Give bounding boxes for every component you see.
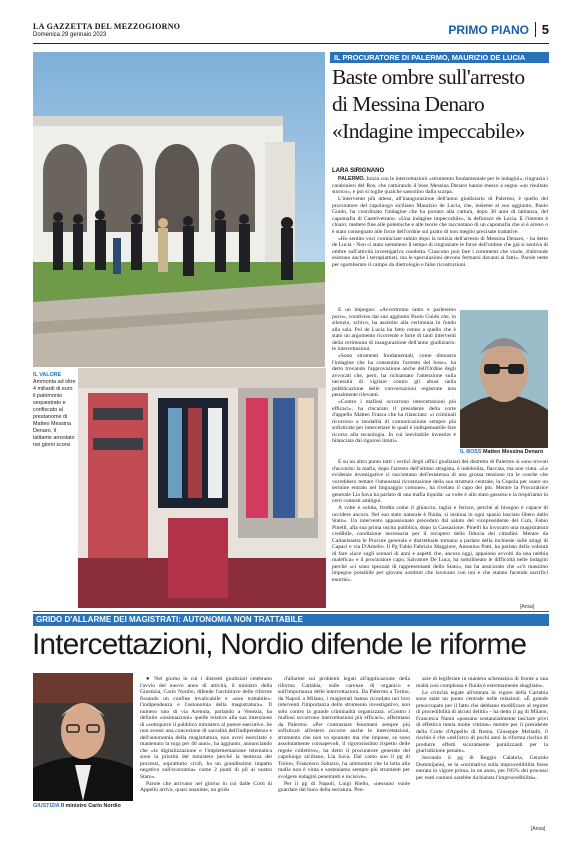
agency-credit: [Ansa] <box>531 826 546 832</box>
article-body-top <box>332 176 548 306</box>
store-photo <box>78 368 326 608</box>
caption-label: IL VALORE <box>33 372 62 378</box>
issue-date: Domenica 29 gennaio 2023 <box>33 32 107 38</box>
paragraph: Secondo il pg di Reggio Calabria, Gerardo Dominijanni, se la «normativa sulla improcedibilità fosse entrata in vigore prima, in un anno, per l'85% dei processi per reati comuni sarebbe dichiarata l'improcedibilità». <box>416 755 548 781</box>
article-column <box>140 676 272 826</box>
agency-credit: [Ansa] <box>520 604 535 610</box>
caption-text: Ammonta ad oltre 4 miliardi di euro il patrimonio sequestrato e confiscato al prestanome di Matteo Messina Denaro, il latitante arrestato nei giorni scorsi <box>33 379 76 448</box>
headline-line: «Indagine impeccabile» <box>332 119 525 143</box>
caption-text: Matteo Messina Denaro <box>482 449 544 455</box>
paragraph: «Contro i maflosi occorrono intercettazioni più efficaci», ha rincarato il presidente della corte d'appello Matteo Frasca che ha rilanciato: «i criminali ricorrono a modalità di comunicazione sempre più sofisticate per intercettare le quali è indispensabile fare ricorso alla tecnologia. In cui inevitabile investire è bilanciata dai rigorosi limiti». <box>332 399 456 444</box>
paragraph: «Sono strumenti fondamentali, come dimostra l'indagine che ha consentito l'arresto del boss», ha detto trovando l'approvazione anche dell'Ordine degli avvocati che, però, ha richiamato l'attenzione sulla necessità di vigilare contro gli abusi nella pubblicazione delle conversazioni registrate non penalmente rilevanti. <box>332 353 456 398</box>
nordio-photo <box>33 673 133 801</box>
headline-line: di Messina Denaro <box>332 92 485 116</box>
article-kicker: GRIDO D'ALLARME DEI MAGISTRATI: AUTONOMIA NON TRATTABILE <box>33 614 549 626</box>
article-body-middle <box>332 307 456 459</box>
main-photo-caption <box>33 372 76 449</box>
paragraph: E su un altro punto tutti i vertici degli uffici giudiziari del distretto di Palermo si sono trovati d'accordo: la mafia, dopo l'arresto dell'ultimo stragista, è indebolita, flaccata, ma non vinta. «Le evidenze investigative ci raccontano dell'esistenza di una grossa tensione tra le cosche che vorrebbero tentare l'omeostasi ricostruzione della sua struttura centrale, la Cupola per usare un termine entrato nel linguaggio comune», ha rivelato il capo dei pm. Mentre la Procuratrice generale Lia Sava ha parlato di una mafia liquida: «a volte è allo stato gassoso e la respiriamo in certi contesti ambigui. <box>332 459 548 504</box>
paragraph: Inizia con le intercettazioni «strumento fondamentale per le indagini», ringrazia i carabinieri del Ros, che catturando il boss Messina Denaro hanno messo a segno «un risultato storico», e poi si toglie qualche sassolino dalla scarpa. <box>332 176 548 195</box>
article-headline: Intercettazioni, Nordio difende le riforme <box>32 628 527 661</box>
paragraph: E un impegno: «Avvertremo tanto e parleremo poco», condiviso dal suo aggiunto Paolo Guido che, in silenzio, schivo, ha assistito alla cerimonia in fondo alla sala. Poi de Lucia ha fatto cenno a quello che è stato un argomento ricorrente e forte di tanti interventi della cerimonia di inaugurazione dell'anno giudiziario: le intercettazioni. <box>332 307 456 352</box>
paragraph: Parole che arrivano nel giorno in cui dalle Corti di Appello arriva, quasi unanime, un grido <box>140 780 272 793</box>
paragraph: A volte è solida, fredda come il ghiaccio, taglia e ferisce, perché al bisogno è capace di uccidere ancora. Nel suo stato naturale è fluida, si insinua in ogni spazio lasciato libero dallo Stato». Un intervento appassionato preceduto dal saluto del vicepresidente del Csm, Fabio Pinelli, alla sua prima uscita pubblica, dopo la Cassazione. Pinelli ha invocato una magistratura credibile, condizione necessaria per il recupero della fiducia dei cittadini. Mentre da Caltanissetta le Procure generale e distrettuale tornano a parlare della inchieste sulle stragi di Capaci e via D'Amelio. Il Pg Fabio Fabrizio Maggiore, Antonino Patti, ha parlato della volontà di fare «luce sugli scenari di anni e aspetti che, ancora oggi, appaiono avvolti da una nebbia malefica» e il procuratore capo, Salvatore De Luca, ha sottolineato le difficoltà nelle indagini perché «ci sono spezzati di rappresentanti dello Stato», ma ha assicurato che «c'è massimo impegno possibile per giovani sostituti che lavorano con noi e che stanno facendo sacrifici enormi». <box>332 505 548 583</box>
article-headline <box>332 64 552 145</box>
dateline: PALERMO. <box>338 176 365 182</box>
paragraph: L'intervento più atteso, all'inaugurazione dell'anno giudiziario di Palermo, è quello del procuratore del capoluogo siciliano Maurizio de Lucia, che, insieme al suo aggiunto, Paolo Guido, ha coordinato l'indagine che ha portato alla cattura, dopo 30 anni di latitanza, del capomafia di Castelvetrano. «Una indagine impeccabile», la definisce de Lucia. E l'intento è chiaro: mettere fine alle polemiche e alle teorie che raccontano di un capomafia che si è arreso o è stato consegnato alle forze dell'ordine sul piatto di non meglio precisate trattative. <box>332 196 548 235</box>
caption-label: GIUSTIZIA <box>33 803 60 809</box>
paragraph: Per il pg di Napoli, Luigi Riello, «nessuno vuole guardare dal buco della serratura. Pen- <box>278 780 410 793</box>
nordio-caption <box>33 803 137 809</box>
boss-photo <box>460 310 548 448</box>
paragraph: Le criticità legate all'entrata in vigore della Cartabia sono state un punto centrale nelle relazioni. «È grande preoccupato per il fatto che debbano modificare al regime di procedibilità di alcuni delitti» - ha detto il pg di Milano, Francesca Nanni «possano sostanzialmente lasciare privi di effettiva tutela molte vittime» mentre per il presidente della Corte d'Appello di Roma, Giuseppe Meliadò, il rischio è che «nell'arco di pochi anni la riforma rischia di produrre effetti sicuramente paralizzanti per la giurisdizione penale». <box>416 689 548 754</box>
headline-line: Baste ombre sull'arresto <box>332 65 525 89</box>
article-column <box>416 676 548 826</box>
caption-text: Il ministro Carlo Nordio <box>60 803 121 809</box>
article-column <box>278 676 410 826</box>
paragraph: d'allarme sui problemi legati all'applicazione della riforma Cartabia, sulle carenze di organico e sull'importanza delle intercettazioni. Da Palermo a Torino, da Napoli a Milano, i magistrati hanno ricordato nei loro interventi l'importanza dello strumento investigativo, non solo contro la grande criminalità organizzata. «Contro i mafiosi occorrono intercettazioni più efficaci», affermano da Palermo. «Per contrastare fenomeni sempre più sofisticati all'estero occorre anche le intercettazioni, strumento che non va spuntato ma che impone, se sono assolutamente consapevoli, il rigorosissimo rispetto delle regole collettive», ha detto il procuratore generale del capoluogo siciliano, Lia Sava. Dal canto suo il pg di Torino, Francesco Saluzzo, ha ammonito che la lotta alla mafia non è vinta e sosteniamo sempre più strumenti per svolgere indagini penetranti e incisive». <box>278 676 410 780</box>
boss-caption <box>460 449 548 455</box>
page-number: 5 <box>535 22 549 37</box>
paragraph: sare di legiferare in maniera schematica di fronte a una realtà così complessa e fluida è estremamente sbagliato». <box>416 676 548 689</box>
caption-label: IL BOSS <box>460 449 482 455</box>
section-title: PRIMO PIANO <box>448 23 529 37</box>
article-kicker: IL PROCURATORE DI PALERMO, MAURIZIO DE LUCIA <box>330 52 549 63</box>
section-divider <box>33 611 549 612</box>
masthead <box>33 22 549 44</box>
paragraph: «Ho sentito voci cominciate subito dopo la notizia dell'arresto di Messina Denaro, - ha detto de Lucia - Non ci stato nemmeno il tempo di ringraziare le forze dell'ordine che già si sentiva di ombre sull'attività investigativa condotta. Ciascuno può fare i commenti che vuole, d'altronde esistono anche i terrapiattisti, ma le speculazioni devono fermarsi davanti ai fatti». Parole nette per sgomberare il campo da dietrologie e false ricostruzioni. <box>332 235 548 268</box>
article-body-bottom <box>332 459 548 607</box>
paragraph: ● Nel giorno in cui i distretti giudiziari celebrano l'avvio del nuovo anno di attività, il ministro della Giustizia, Carlo Nordio, difende l'architrave delle riforme fissando un confine invalicabile e «non trattabile»: l'indipendenza e l'autonomia della magistratura». Il numero uno di via Arenula, parlando a Venezia, ha definito «insinuazioni» quelle relative alla sua intenzione di «sottoporre il pubblico ministero al potere esecutivo. Se non avessi una concezione di sacralità dell'indipendenza e dell'autonomia della magistratura, non avrei esercitato e mantenuto la toga per 40 anni», ha aggiunto, annunciando che «la digitalizzazione e l'implementazione telematica sono la priorità del ministero perché la lentezza dei processi, soprattutto civili, ha un grandissimo impatto negativo sull'economia» come 2 punti di pil al nostro Stato». <box>140 676 272 780</box>
byline: LARA SIRIGNANO <box>332 168 385 174</box>
newspaper-name: LA GAZZETTA DEL MEZZOGIORNO <box>33 22 181 31</box>
ceremony-photo <box>33 52 325 367</box>
